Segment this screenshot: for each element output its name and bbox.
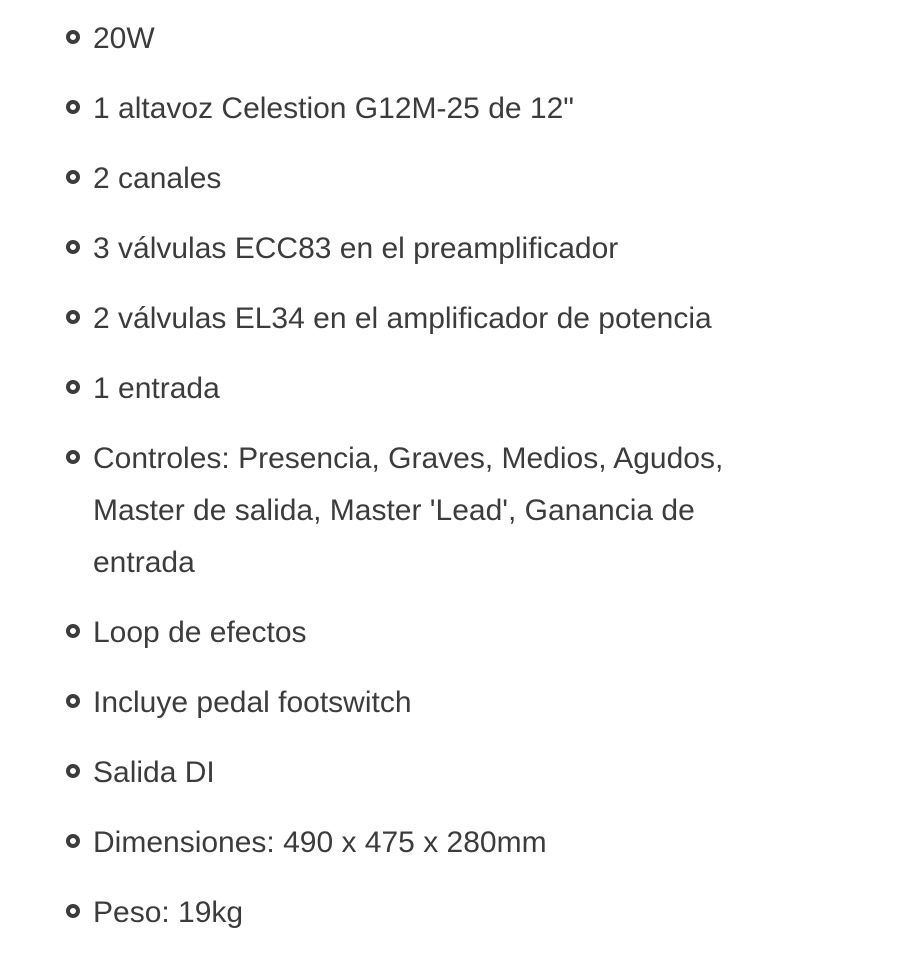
list-item — [66, 83, 746, 135]
list-item — [66, 363, 746, 415]
list-item-text: 3 válvulas ECC83 en el preamplificador — [93, 232, 619, 265]
list-item-text: Salida DI — [93, 756, 215, 789]
list-item — [66, 607, 746, 659]
list-item-text: 2 canales — [93, 162, 222, 195]
bullet-icon — [66, 310, 80, 324]
specs-list — [66, 13, 746, 939]
bullet-icon — [66, 450, 80, 464]
bullet-icon — [66, 834, 80, 848]
bullet-icon — [66, 100, 80, 114]
list-item-text: Controles: Presencia, Graves, Medios, Agudos, Master de salida, Master 'Lead', Ganancia de entrada — [93, 442, 724, 579]
list-item-text: Peso: 19kg — [93, 896, 244, 929]
list-item — [66, 293, 746, 345]
list-item — [66, 677, 746, 729]
list-item — [66, 153, 746, 205]
list-item — [66, 887, 746, 939]
bullet-icon — [66, 624, 80, 638]
bullet-icon — [66, 380, 80, 394]
bullet-icon — [66, 30, 80, 44]
list-item — [66, 223, 746, 275]
list-item — [66, 747, 746, 799]
list-item — [66, 13, 746, 65]
bullet-icon — [66, 240, 80, 254]
list-item — [66, 433, 746, 589]
list-item-text: 1 entrada — [93, 372, 220, 405]
list-item-text: 2 válvulas EL34 en el amplificador de potencia — [93, 302, 712, 335]
bullet-icon — [66, 170, 80, 184]
list-item — [66, 817, 746, 869]
list-item-text: Loop de efectos — [93, 616, 307, 649]
bullet-icon — [66, 764, 80, 778]
list-item-text: Dimensiones: 490 x 475 x 280mm — [93, 826, 547, 859]
bullet-icon — [66, 694, 80, 708]
list-item-text: 1 altavoz Celestion G12M-25 de 12" — [93, 92, 574, 125]
list-item-text: 20W — [93, 22, 155, 55]
bullet-icon — [66, 904, 80, 918]
list-item-text: Incluye pedal footswitch — [93, 686, 412, 719]
